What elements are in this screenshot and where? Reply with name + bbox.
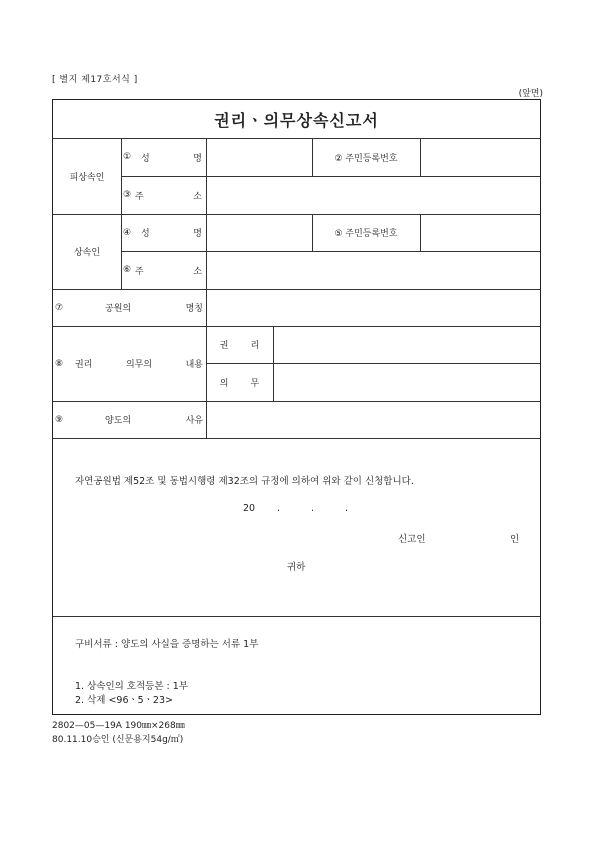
transfer-reason-label xyxy=(55,401,205,438)
duty-label-char: 무 xyxy=(250,378,260,389)
rights-label-word: 권리 xyxy=(75,360,93,370)
seal-mark: 인 xyxy=(510,534,520,545)
date-separator: . xyxy=(345,503,349,514)
form-code: 2802—05—19A 190㎜×268㎜ xyxy=(52,721,185,731)
rights-label-word: 의무의 xyxy=(125,360,153,370)
heir-address-char: 주 xyxy=(135,266,144,277)
decedent-id-label: ② 주민등록번호 xyxy=(334,153,398,164)
heir-id-label: ⑤ 주민등록번호 xyxy=(334,229,398,239)
park-label-word: 명칭 xyxy=(185,304,203,314)
date-separator: . xyxy=(277,503,281,514)
reason-label-word: 사유 xyxy=(185,416,203,426)
decedent-name-field[interactable] xyxy=(207,139,312,176)
park-name-field[interactable] xyxy=(207,290,540,326)
decedent-id-field[interactable] xyxy=(421,139,540,176)
approval-note: 80.11.10승인 (신문용지54g/㎡) xyxy=(52,735,184,745)
decedent-name-char: 성 xyxy=(141,153,150,164)
right-label xyxy=(206,326,273,363)
duty-label-char: 의 xyxy=(219,378,229,389)
document-note: 2. 삭제 <96ㆍ5ㆍ23> xyxy=(75,695,173,706)
divider xyxy=(53,616,540,617)
document-note: 1. 상속인의 호적등본 : 1부 xyxy=(75,681,188,692)
heir-address-label xyxy=(123,251,205,289)
duty-label xyxy=(206,363,273,401)
form-number-label: [ 별지 제17호서식 ] xyxy=(52,75,138,85)
reason-num: ⑨ xyxy=(55,414,64,425)
park-name-label xyxy=(55,289,205,326)
decedent-address-num: ③ xyxy=(123,190,132,200)
duty-field[interactable] xyxy=(274,364,540,401)
applicant-label: 신고인 xyxy=(398,534,426,545)
declaration-statement: 자연공원법 제52조 및 동법시행령 제32조의 규정에 의하여 위와 같이 신청합니다. xyxy=(75,476,414,487)
form-title: 권리ㆍ의무상속신고서 xyxy=(214,111,379,130)
heir-name-field[interactable] xyxy=(207,215,312,251)
park-num: ⑦ xyxy=(55,302,64,313)
heir-id-field[interactable] xyxy=(421,215,540,251)
decedent-section-label: 피상속인 xyxy=(69,172,105,183)
heir-name-label xyxy=(123,214,205,251)
date-separator: . xyxy=(311,503,315,514)
required-documents: 구비서류 : 양도의 사실을 증명하는 서류 1부 xyxy=(75,639,259,650)
rights-num: ⑧ xyxy=(55,358,64,369)
divider xyxy=(121,138,122,289)
heir-address-field[interactable] xyxy=(207,252,540,289)
decedent-name-num: ① xyxy=(123,152,132,162)
reason-label-word: 양도의 xyxy=(105,416,132,426)
heir-address-num: ⑥ xyxy=(123,265,132,275)
declaration-form xyxy=(52,99,541,715)
decedent-address-char: 주 xyxy=(135,191,144,202)
page-side-label: (앞면) xyxy=(518,89,543,99)
decedent-name-label xyxy=(123,138,205,176)
transfer-reason-field[interactable] xyxy=(207,402,540,438)
divider xyxy=(53,438,540,439)
heir-name-char: 성 xyxy=(141,229,150,239)
right-label-char: 리 xyxy=(250,341,260,351)
heir-section-label: 상속인 xyxy=(73,248,101,258)
date-year: 20 xyxy=(243,503,256,514)
decedent-address-field[interactable] xyxy=(207,177,540,214)
rights-content-label xyxy=(55,326,205,401)
right-field[interactable] xyxy=(274,327,540,363)
addressee-label: 귀하 xyxy=(287,562,306,573)
heir-name-num: ④ xyxy=(123,227,132,238)
decedent-name-char: 명 xyxy=(193,153,202,164)
decedent-address-char: 소 xyxy=(193,191,202,202)
park-label-word: 공원의 xyxy=(105,304,132,314)
heir-name-char: 명 xyxy=(193,229,202,239)
rights-label-word: 내용 xyxy=(185,360,203,370)
decedent-address-label xyxy=(123,176,205,214)
right-label-char: 권 xyxy=(219,341,229,351)
heir-address-char: 소 xyxy=(193,266,202,277)
